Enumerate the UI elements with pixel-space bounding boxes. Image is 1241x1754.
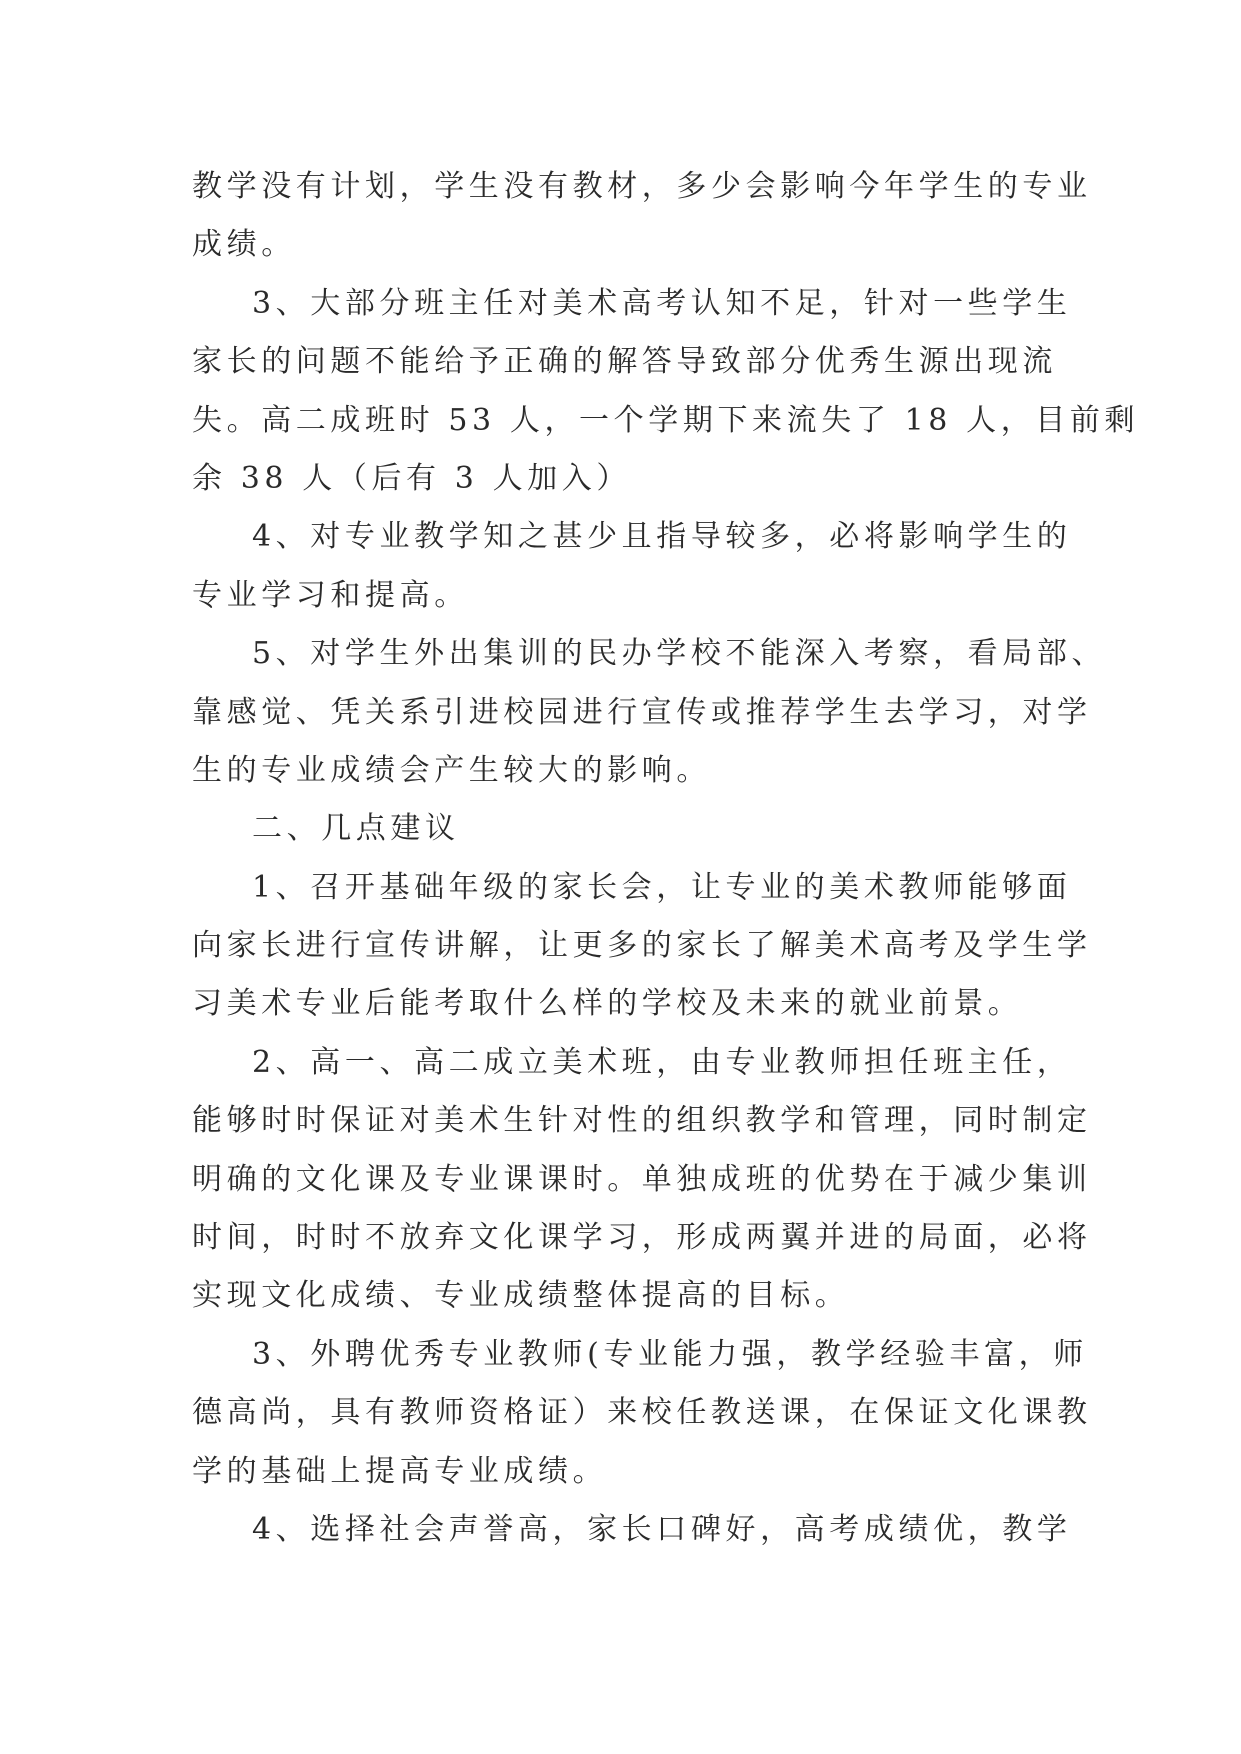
text-line: 5、对学生外出集训的民办学校不能深入考察，看局部、 — [252, 636, 1107, 672]
text-line: 时间，时时不放弃文化课学习，形成两翼并进的局面，必将 — [192, 1220, 1092, 1256]
text-line: 失。高二成班时 53 人，一个学期下来流失了 18 人，目前剩 — [192, 402, 1140, 438]
text-line: 专业学习和提高。 — [192, 577, 469, 613]
text-line: 德高尚，具有教师资格证）来校任教送课，在保证文化课教 — [192, 1395, 1092, 1431]
document-body — [192, 158, 1140, 1559]
text-line: 4、选择社会声誉高，家长口碑好，高考成绩优，教学 — [252, 1511, 1072, 1547]
text-line: 实现文化成绩、专业成绩整体提高的目标。 — [192, 1278, 850, 1314]
text-line: 向家长进行宣传讲解，让更多的家长了解美术高考及学生学 — [192, 928, 1092, 964]
text-line: 2、高一、高二成立美术班，由专业教师担任班主任， — [252, 1044, 1072, 1080]
section-heading: 二、几点建议 — [252, 811, 460, 847]
text-line: 教学没有计划，学生没有教材，多少会影响今年学生的专业 — [192, 169, 1092, 204]
text-line: 生的专业成绩会产生较大的影响。 — [192, 752, 711, 788]
text-line: 家长的问题不能给予正确的解答导致部分优秀生源出现流 — [192, 344, 1057, 380]
text-line: 学的基础上提高专业成绩。 — [192, 1453, 608, 1489]
text-line: 成绩。 — [192, 227, 296, 263]
text-line: 靠感觉、凭关系引进校园进行宣传或推荐学生去学习，对学 — [192, 694, 1092, 730]
text-line: 能够时时保证对美术生针对性的组织教学和管理，同时制定 — [192, 1103, 1092, 1139]
text-line: 3、外聘优秀专业教师(专业能力强，教学经验丰富，师 — [252, 1336, 1088, 1372]
text-line: 习美术专业后能考取什么样的学校及未来的就业前景。 — [192, 986, 1023, 1022]
text-line: 3、大部分班主任对美术高考认知不足，针对一些学生 — [252, 285, 1072, 321]
text-line: 1、召开基础年级的家长会，让专业的美术教师能够面 — [252, 869, 1072, 905]
text-line: 明确的文化课及专业课课时。单独成班的优势在于减少集训 — [192, 1161, 1092, 1197]
text-line: 余 38 人（后有 3 人加入） — [192, 460, 632, 496]
text-line: 4、对专业教学知之甚少且指导较多，必将影响学生的 — [252, 519, 1072, 555]
